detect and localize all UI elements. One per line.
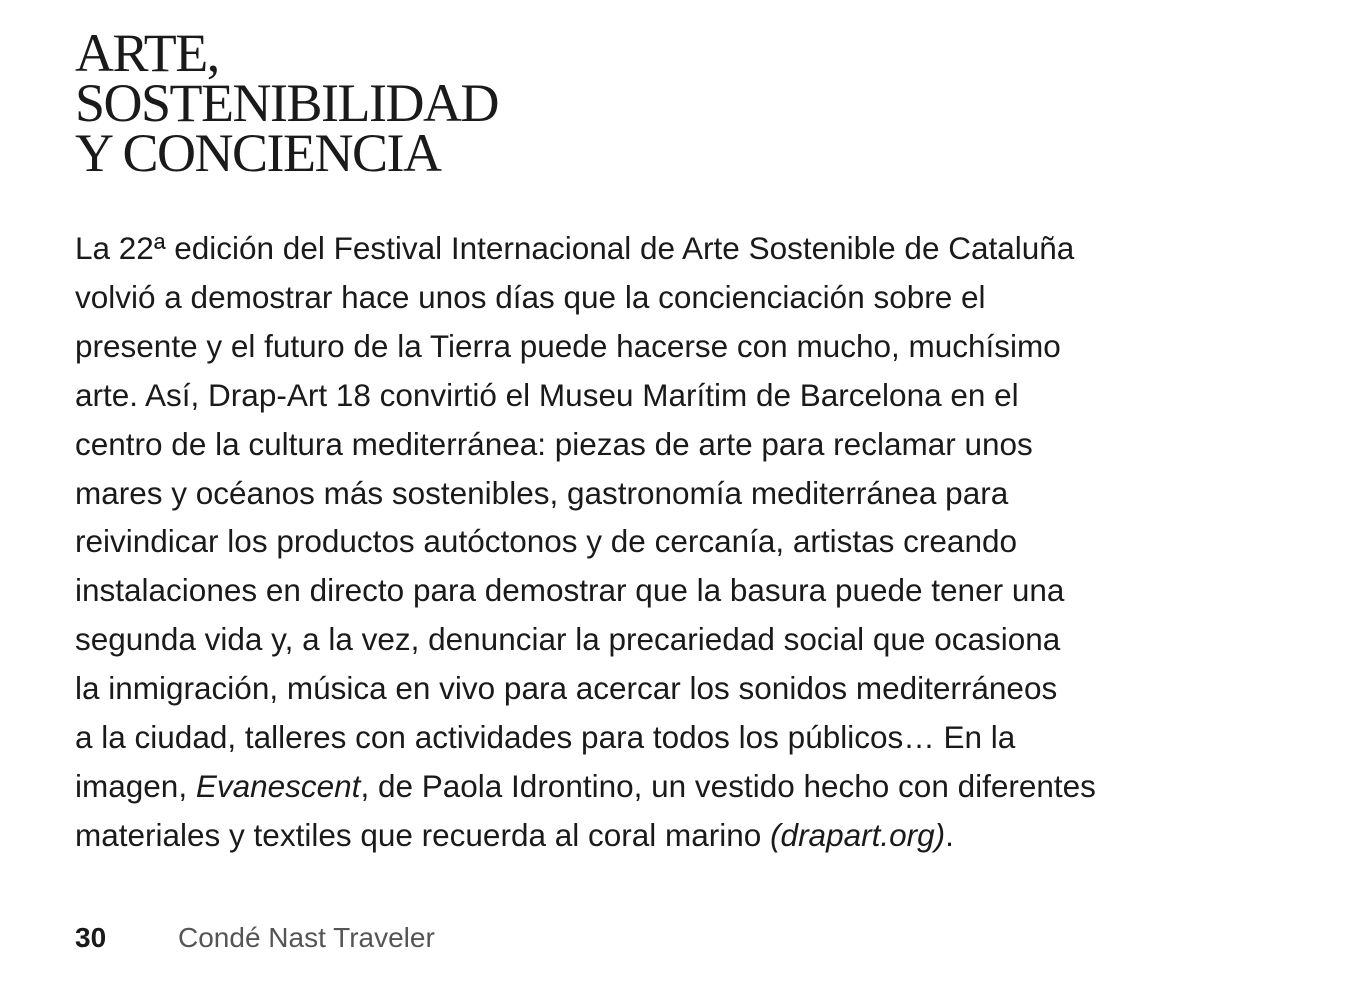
body-text-segment: imagen,: [75, 767, 196, 804]
body-line: centro de la cultura mediterránea: piezas de arte para reclamar unos: [75, 425, 1033, 462]
article-body: [75, 224, 1195, 860]
body-text-segment: materiales y textiles que recuerda al coral marino: [75, 816, 771, 853]
body-line: mares y océanos más sostenibles, gastronomía mediterránea para: [75, 474, 1009, 511]
body-line-caption: [75, 762, 1195, 811]
body-line: instalaciones en directo para demostrar que la basura puede tener una: [75, 572, 1065, 609]
body-line: La 22ª edición del Festival Internacional de Arte Sostenible de Cataluña: [75, 230, 1075, 266]
body-line: segunda vida y, a la vez, denunciar la precariedad social que ocasiona: [75, 621, 1061, 658]
headline-line-1: ARTE,: [75, 23, 219, 83]
artwork-title: Evanescent: [195, 767, 361, 804]
body-line: la inmigración, música en vivo para acercar los sonidos mediterráneos: [75, 670, 1058, 707]
body-line: arte. Así, Drap-Art 18 convirtió el Museu Marítim de Barcelona en el: [75, 376, 1019, 413]
body-line: volvió a demostrar hace unos días que la concienciación sobre el: [75, 278, 986, 315]
page-number: 30: [75, 922, 107, 953]
body-line: presente y el futuro de la Tierra puede hacerse con mucho, muchísimo: [75, 327, 1061, 364]
body-text-segment: , de Paola Idrontino, un vestido hecho con diferentes: [360, 767, 1096, 804]
headline-line-2: SOSTENIBILIDAD: [75, 73, 498, 133]
headline-line-3: Y CONCIENCIA: [75, 123, 441, 183]
body-text-segment: .: [945, 816, 954, 853]
publication-name: Condé Nast Traveler: [178, 922, 435, 953]
body-line: a la ciudad, talleres con actividades para todos los públicos… En la: [75, 719, 1016, 756]
source-credit: (drapart.org): [770, 816, 946, 853]
body-line: reivindicar los productos autóctonos y de cercanía, artistas creando: [75, 523, 1018, 560]
body-line-credit: [75, 811, 1195, 860]
page-footer: [75, 918, 435, 958]
article-headline: [75, 23, 498, 183]
